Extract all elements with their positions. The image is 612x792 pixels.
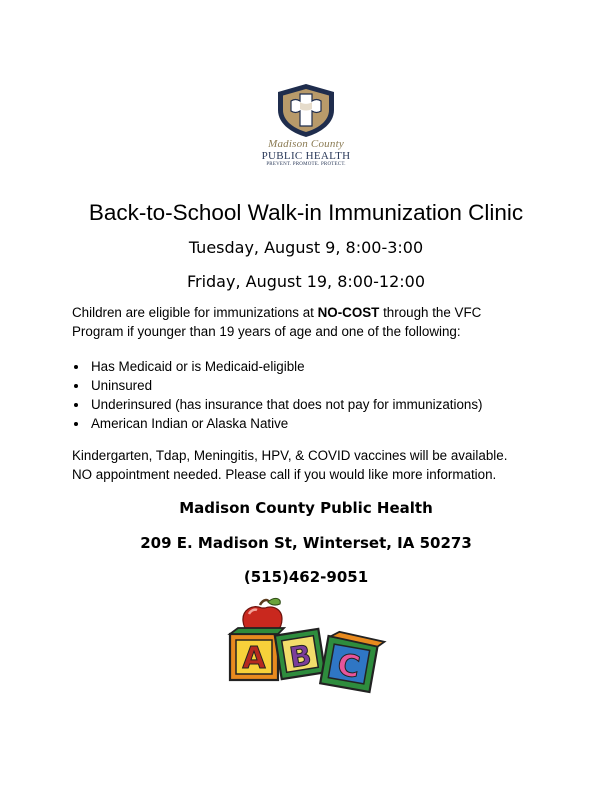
- eligibility-text-end: through the VFC: [379, 305, 482, 320]
- no-cost-emphasis: NO-COST: [317, 305, 380, 320]
- vaccines-text-line1: Kindergarten, Tdap, Meningitis, HPV, & COVID vaccines will be available.: [72, 448, 508, 463]
- contact-phone: (515)462-9051: [243, 568, 369, 586]
- criteria-text: American Indian or Alaska Native: [91, 416, 289, 431]
- criteria-text: Has Medicaid or is Medicaid-eligible: [91, 359, 305, 374]
- block-a-letter: A: [242, 641, 266, 676]
- health-department-logo: [260, 82, 352, 178]
- criteria-text: Uninsured: [91, 378, 153, 393]
- vaccines-paragraph: [72, 446, 542, 484]
- contact-organization: Madison County Public Health: [179, 499, 433, 517]
- bullet-icon: [74, 384, 78, 388]
- abc-blocks-apple-illustration: [222, 596, 392, 702]
- block-c-letter: C: [334, 647, 363, 686]
- list-item: [72, 357, 483, 376]
- contact-address: 209 E. Madison St, Winterset, IA 50273: [140, 534, 472, 552]
- eligibility-text-line2: Program if younger than 19 years of age and one of the following:: [72, 324, 461, 339]
- eligibility-criteria-list: [72, 357, 483, 433]
- clinic-date-1: Tuesday, August 9, 8:00-3:00: [188, 238, 424, 257]
- bullet-icon: [74, 422, 78, 426]
- block-b: [275, 629, 325, 679]
- shield-cross-icon: [274, 82, 338, 138]
- eligibility-paragraph: [72, 303, 542, 341]
- block-b-letter: B: [287, 638, 314, 675]
- logo-county-text: Madison County: [268, 138, 344, 150]
- bullet-icon: [74, 365, 78, 369]
- list-item: [72, 414, 483, 433]
- clinic-date-2: Friday, August 19, 8:00-12:00: [186, 272, 426, 291]
- flyer-title: Back-to-School Walk-in Immunization Clinic: [88, 200, 524, 225]
- vaccines-text-line2: NO appointment needed. Please call if you would like more information.: [72, 467, 497, 482]
- criteria-text: Underinsured (has insurance that does not pay for immunizations): [91, 397, 483, 412]
- logo-tagline: PREVENT. PROMOTE. PROTECT.: [266, 162, 346, 167]
- list-item: [72, 395, 483, 414]
- logo-department-text: PUBLIC HEALTH: [261, 150, 351, 162]
- block-c: [320, 630, 385, 692]
- list-item: [72, 376, 483, 395]
- bullet-icon: [74, 403, 78, 407]
- eligibility-text-start: Children are eligible for immunizations at: [72, 305, 318, 320]
